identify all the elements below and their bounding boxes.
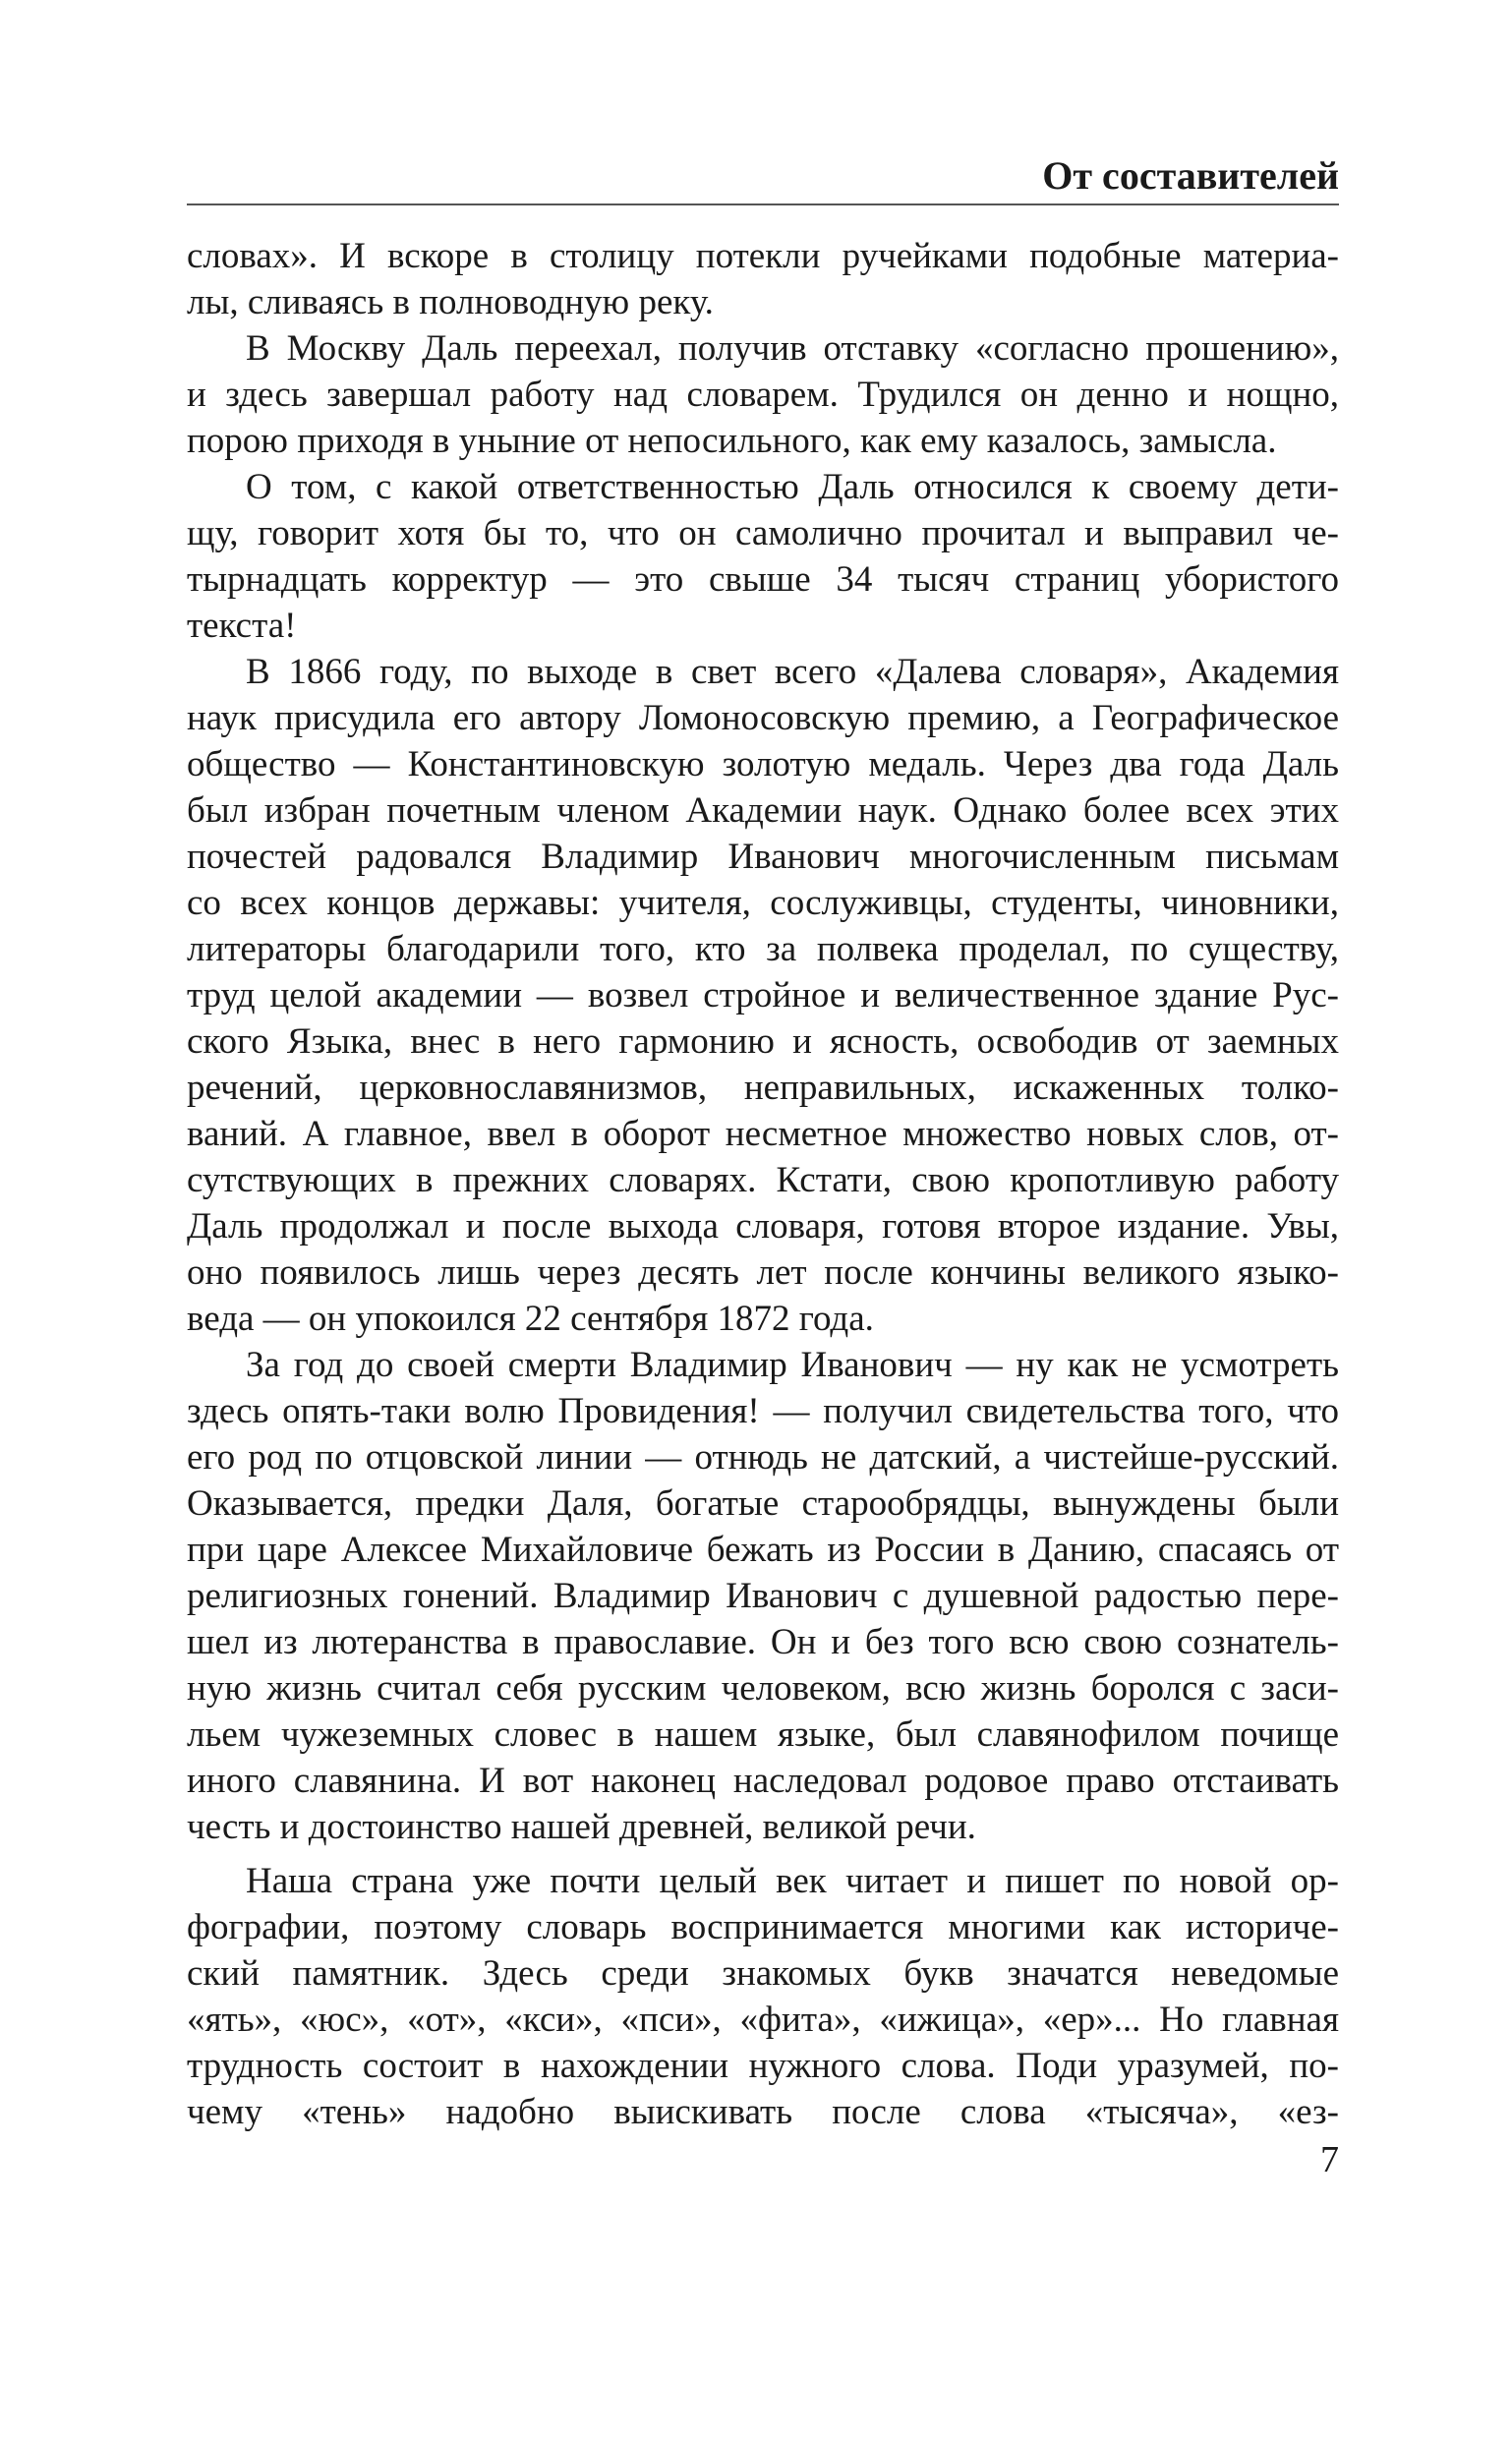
text-line: речений, церковнославянизмов, неправильных, искаженных толко-: [187, 1068, 1339, 1108]
text-line: наук присудила его автору Ломоносовскую премию, а Географическое: [187, 698, 1339, 738]
text-line: В 1866 году, по выходе в свет всего «Далева словаря», Академия: [246, 652, 1339, 692]
text-line: «ять», «юс», «от», «кси», «пси», «фита», «ижица», «ер»... Но главная: [187, 2000, 1339, 2040]
text-line: иного славянина. И вот наконец наследовал родовое право отстаивать: [187, 1761, 1339, 1801]
text-line: Наша страна уже почти целый век читает и пишет по новой ор-: [246, 1861, 1339, 1901]
text-line: За год до своей смерти Владимир Иванович — ну как не усмотреть: [246, 1345, 1339, 1385]
text-line: общество — Константиновскую золотую медаль. Через два года Даль: [187, 744, 1339, 784]
text-line: со всех концов державы: учителя, сослуживцы, студенты, чиновники,: [187, 883, 1339, 923]
text-line: О том, с какой ответственностью Даль относился к своему дети-: [246, 467, 1339, 507]
text-line: был избран почетным членом Академии наук. Однако более всех этих: [187, 790, 1339, 831]
paragraph: [187, 1342, 1339, 1850]
text-line: фографии, поэтому словарь воспринимается многими как историче-: [187, 1907, 1339, 1947]
paragraph: [187, 233, 1339, 325]
text-line: порою приходя в уныние от непосильного, как ему казалось, замысла.: [187, 421, 1277, 461]
running-head: От составителей: [1042, 153, 1339, 198]
page-number: 7: [1320, 2139, 1339, 2180]
text-line: почестей радовался Владимир Иванович многочисленным письмам: [187, 837, 1339, 877]
text-line: ваний. А главное, ввел в оборот несметное множество новых слов, от-: [187, 1114, 1339, 1154]
text-line: Оказывается, предки Даля, богатые старообрядцы, вынуждены были: [187, 1483, 1339, 1524]
body-text: [187, 233, 1339, 2135]
paragraph: [187, 464, 1339, 649]
text-line: сутствующих в прежних словарях. Кстати, свою кропотливую работу: [187, 1160, 1339, 1200]
text-line: труд целой академии — возвел стройное и величественное здание Рус-: [187, 975, 1339, 1015]
text-line: лы, сливаясь в полноводную реку.: [187, 282, 714, 322]
text-line: В Москву Даль переехал, получив отставку «согласно прошению»,: [246, 328, 1339, 369]
paragraph: [187, 649, 1339, 1342]
text-line: при царе Алексее Михайловиче бежать из России в Данию, спасаясь от: [187, 1530, 1339, 1570]
text-line: ского Языка, внес в него гармонию и ясность, освободив от заемных: [187, 1021, 1339, 1062]
text-line: словах». И вскоре в столицу потекли ручейками подобные материа-: [187, 236, 1339, 276]
text-line: его род по отцовской линии — отнюдь не датский, а чистейше-русский.: [187, 1437, 1339, 1478]
text-line: ский памятник. Здесь среди знакомых букв значатся неведомые: [187, 1953, 1339, 1994]
text-line: и здесь завершал работу над словарем. Трудился он денно и нощно,: [187, 375, 1339, 415]
paragraph: [187, 1858, 1339, 2135]
text-line: шел из лютеранства в православие. Он и без того всю свою сознатель-: [187, 1622, 1339, 1662]
text-line: трудность состоит в нахождении нужного слова. Поди уразумей, по-: [187, 2046, 1339, 2086]
text-line: честь и достоинство нашей древней, великой речи.: [187, 1807, 976, 1847]
text-line: веда — он упокоился 22 сентября 1872 года.: [187, 1299, 874, 1339]
text-line: тырнадцать корректур — это свыше 34 тысяч страниц убористого: [187, 559, 1339, 600]
text-line: оно появилось лишь через десять лет после кончины великого языко-: [187, 1252, 1339, 1293]
text-line: религиозных гонений. Владимир Иванович с душевной радостью пере-: [187, 1576, 1339, 1616]
text-line: щу, говорит хотя бы то, что он самолично прочитал и выправил че-: [187, 513, 1339, 553]
text-line: текста!: [187, 606, 297, 646]
text-line: здесь опять-таки волю Провидения! — получил свидетельства того, что: [187, 1391, 1339, 1431]
text-line: чему «тень» надобно выискивать после слова «тысяча», «ез-: [187, 2092, 1339, 2132]
paragraph: [187, 325, 1339, 464]
header-rule: [187, 203, 1339, 205]
text-line: льем чужеземных словес в нашем языке, был славянофилом почище: [187, 1714, 1339, 1755]
text-line: литераторы благодарили того, кто за полвека проделал, по существу,: [187, 929, 1339, 969]
text-line: Даль продолжал и после выхода словаря, готовя второе издание. Увы,: [187, 1206, 1339, 1247]
text-line: ную жизнь считал себя русским человеком, всю жизнь боролся с заси-: [187, 1668, 1339, 1709]
